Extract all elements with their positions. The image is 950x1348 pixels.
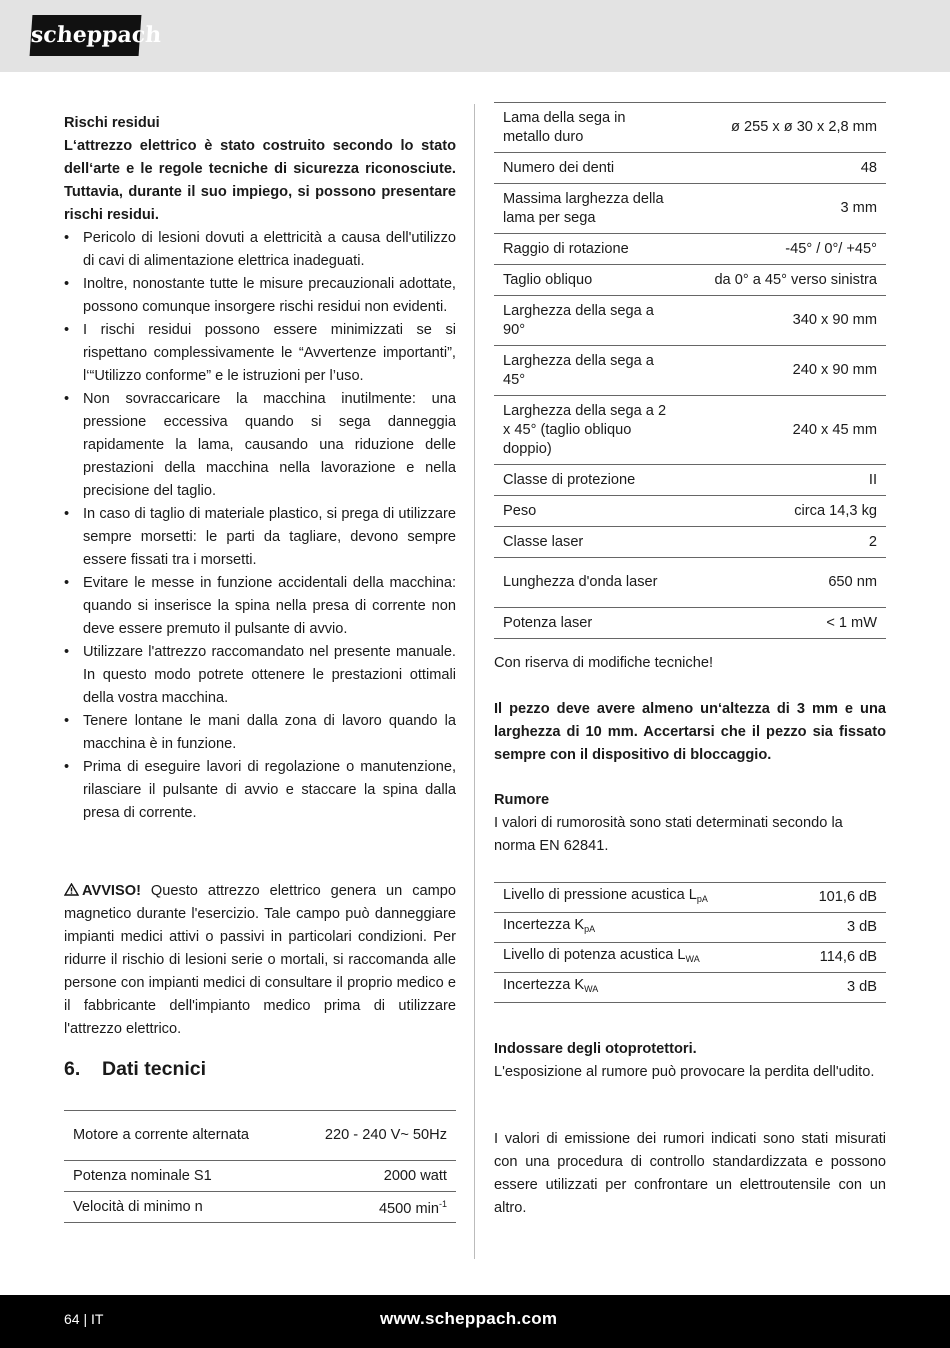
spec-label: Livello di potenza acustica $L_{WA}$ bbox=[494, 943, 786, 973]
spec-label: Larghezza della sega a 90° bbox=[494, 296, 682, 346]
list-item: • Tenere lontane le mani dalla zona di lavoro quando la macchina è in funzione. bbox=[64, 710, 456, 756]
warning-text: Questo attrezzo elettrico genera un campo magnetico durante l'esercizio. Tale campo può danneggiare impianti medici attivi o passivi in particolari condizioni. Per ridurre il rischio di lesioni serie o mortali, si raccomanda alle persone con impianti medici di consultare il proprio medico e il fabbricante dell'impianto medico prima di utilizzare l'attrezzo elettrico. bbox=[64, 883, 456, 1037]
noise-title: Rumore bbox=[494, 792, 550, 808]
noise-table bbox=[494, 882, 886, 1003]
table-row bbox=[64, 1192, 456, 1223]
emission-text: I valori di emissione dei rumori indicati sono stati misurati con una procedura di controllo standardizzata e possono essere utilizzati per confrontare un elettroutensile con un altro. bbox=[494, 1131, 886, 1216]
table-row bbox=[494, 184, 886, 234]
spec-label: Velocità di minimo n bbox=[64, 1192, 302, 1223]
table-row bbox=[494, 558, 886, 608]
column-divider bbox=[474, 104, 475, 1259]
spec-value: 240 x 45 mm bbox=[682, 396, 886, 465]
spec-value: -45° / 0°/ +45° bbox=[682, 234, 886, 265]
spec-label: Numero dei denti bbox=[494, 153, 682, 184]
ear-text: L'esposizione al rumore può provocare la perdita dell'udito. bbox=[494, 1064, 875, 1080]
left-column bbox=[64, 112, 456, 825]
spec-value: da 0° a 45° verso sinistra bbox=[682, 265, 886, 296]
table-row bbox=[494, 608, 886, 639]
reserve-note: Con riserva di modifiche tecniche! bbox=[494, 655, 714, 671]
table-row bbox=[494, 103, 886, 153]
table-row bbox=[494, 153, 886, 184]
workpiece-note-block bbox=[494, 698, 886, 767]
table-row bbox=[494, 234, 886, 265]
spec-label: Classe laser bbox=[494, 527, 682, 558]
list-item: • Non sovraccaricare la macchina inutilmente: una pressione eccessiva quando si sega danneggia rapidamente la lama, causando una riduzione delle prestazioni della macchina nella lavorazione e nella precisione del taglio. bbox=[64, 388, 456, 503]
residual-risks-list bbox=[64, 227, 456, 825]
table-row bbox=[494, 346, 886, 396]
spec-label: Lunghezza d'onda laser bbox=[494, 558, 682, 608]
spec-value: 340 x 90 mm bbox=[682, 296, 886, 346]
warning-block bbox=[64, 880, 456, 1041]
spec-label: Classe di protezione bbox=[494, 465, 682, 496]
page-header bbox=[0, 0, 950, 72]
spec-label: Massima larghezza della lama per sega bbox=[494, 184, 682, 234]
spec-value: 650 nm bbox=[682, 558, 886, 608]
spec-value: 4500 $\min^{-1}$ bbox=[302, 1192, 456, 1223]
scheppach-logo: scheppach bbox=[30, 15, 142, 56]
spec-value: II bbox=[682, 465, 886, 496]
section-title: Dati tecnici bbox=[102, 1058, 207, 1080]
ear-title: Indossare degli otoprotettori. bbox=[494, 1041, 697, 1057]
list-item: • In caso di taglio di materiale plastico, si prega di utilizzare sempre morsetti: le parti da tagliare, devono sempre essere fissati tra i morsetti. bbox=[64, 503, 456, 572]
table-row bbox=[494, 973, 886, 1003]
spec-label: Incertezza $K_{WA}$ bbox=[494, 973, 786, 1003]
spec-label: Raggio di rotazione bbox=[494, 234, 682, 265]
section-heading bbox=[64, 1058, 206, 1081]
residual-risks-title: Rischi residui bbox=[64, 115, 160, 131]
emission-block bbox=[494, 1128, 886, 1220]
list-item: • Utilizzare l'attrezzo raccomandato nel presente manuale. In questo modo potrete ottenere le prestazioni ottimali della vostra macchina. bbox=[64, 641, 456, 710]
reserve-note-block bbox=[494, 652, 886, 675]
table-row bbox=[494, 496, 886, 527]
residual-risks-intro: L‘attrezzo elettrico è stato costruito secondo lo stato dell‘arte e le regole tecniche di sicurezza riconosciute. Tuttavia, durante il suo impiego, si possono presentare rischi residui. bbox=[64, 138, 456, 223]
spec-value: 101,6 dB bbox=[786, 883, 886, 913]
warning-label: AVVISO! bbox=[82, 883, 141, 899]
list-item: • Inoltre, nonostante tutte le misure precauzionali adottate, possono comunque insorgere rischi residui non evidenti. bbox=[64, 273, 456, 319]
spec-value: 48 bbox=[682, 153, 886, 184]
spec-value: 240 x 90 mm bbox=[682, 346, 886, 396]
page-footer bbox=[0, 1295, 950, 1348]
ear-protection-block bbox=[494, 1038, 886, 1084]
table-row bbox=[64, 1111, 456, 1161]
table-row bbox=[64, 1161, 456, 1192]
table-row bbox=[494, 883, 886, 913]
spec-label: Incertezza $K_{pA}$ bbox=[494, 913, 786, 943]
spec-label: Motore a corrente alternata bbox=[64, 1111, 302, 1161]
spec-value: 114,6 dB bbox=[786, 943, 886, 973]
list-item: • Prima di eseguire lavori di regolazione o manutenzione, rilasciare il pulsante di avvio e staccare la spina dalla presa di corrente. bbox=[64, 756, 456, 825]
spec-label: Larghezza della sega a 45° bbox=[494, 346, 682, 396]
section-number: 6. bbox=[64, 1058, 81, 1080]
spec-label: Potenza nominale S1 bbox=[64, 1161, 302, 1192]
spec-label: Potenza laser bbox=[494, 608, 682, 639]
spec-value: 3 mm bbox=[682, 184, 886, 234]
spec-table-left bbox=[64, 1110, 456, 1223]
spec-label: Lama della sega in metallo duro bbox=[494, 103, 682, 153]
spec-value: ø 255 x ø 30 x 2,8 mm bbox=[682, 103, 886, 153]
spec-table-right bbox=[494, 102, 886, 639]
warning-paragraph bbox=[64, 880, 456, 1041]
list-item: • Pericolo di lesioni dovuti a elettricità a causa dell'utilizzo di cavi di alimentazione elettrica inadeguati. bbox=[64, 227, 456, 273]
spec-value: 2 bbox=[682, 527, 886, 558]
table-row bbox=[494, 296, 886, 346]
list-item: • Evitare le messe in funzione accidentali della macchina: quando si inserisce la spina nella presa di corrente non deve essere premuto il pulsante di avvio. bbox=[64, 572, 456, 641]
spec-label: Larghezza della sega a 2 x 45° (taglio obliquo doppio) bbox=[494, 396, 682, 465]
spec-label: Taglio obliquo bbox=[494, 265, 682, 296]
table-row bbox=[494, 943, 886, 973]
spec-value: circa 14,3 kg bbox=[682, 496, 886, 527]
spec-value: 3 dB bbox=[786, 913, 886, 943]
spec-value: 3 dB bbox=[786, 973, 886, 1003]
table-row bbox=[494, 396, 886, 465]
table-row bbox=[494, 265, 886, 296]
table-row bbox=[494, 527, 886, 558]
workpiece-note: Il pezzo deve avere almeno un‘altezza di 3 mm e una larghezza di 10 mm. Accertarsi che il pezzo sia fissato sempre con il dispositivo di bloccaggio. bbox=[494, 701, 886, 763]
spec-label: Livello di pressione acustica $L_{pA}$ bbox=[494, 883, 786, 913]
warning-triangle-icon bbox=[64, 883, 79, 896]
website-url: www.scheppach.com bbox=[380, 1309, 558, 1328]
page-number: 64 | IT bbox=[64, 1311, 104, 1327]
spec-value: 2000 watt bbox=[302, 1161, 456, 1192]
noise-text: I valori di rumorosità sono stati determinati secondo la norma EN 62841. bbox=[494, 815, 843, 854]
table-row bbox=[494, 465, 886, 496]
table-row bbox=[494, 913, 886, 943]
list-item: • I rischi residui possono essere minimizzati se si rispettano complessivamente le “Avvertenze importanti”, l‘“Utilizzo conforme” e le istruzioni per l’uso. bbox=[64, 319, 456, 388]
spec-label: Peso bbox=[494, 496, 682, 527]
spec-value: 220 - 240 V~ 50Hz bbox=[302, 1111, 456, 1161]
spec-value: < 1 mW bbox=[682, 608, 886, 639]
noise-block bbox=[494, 789, 886, 858]
